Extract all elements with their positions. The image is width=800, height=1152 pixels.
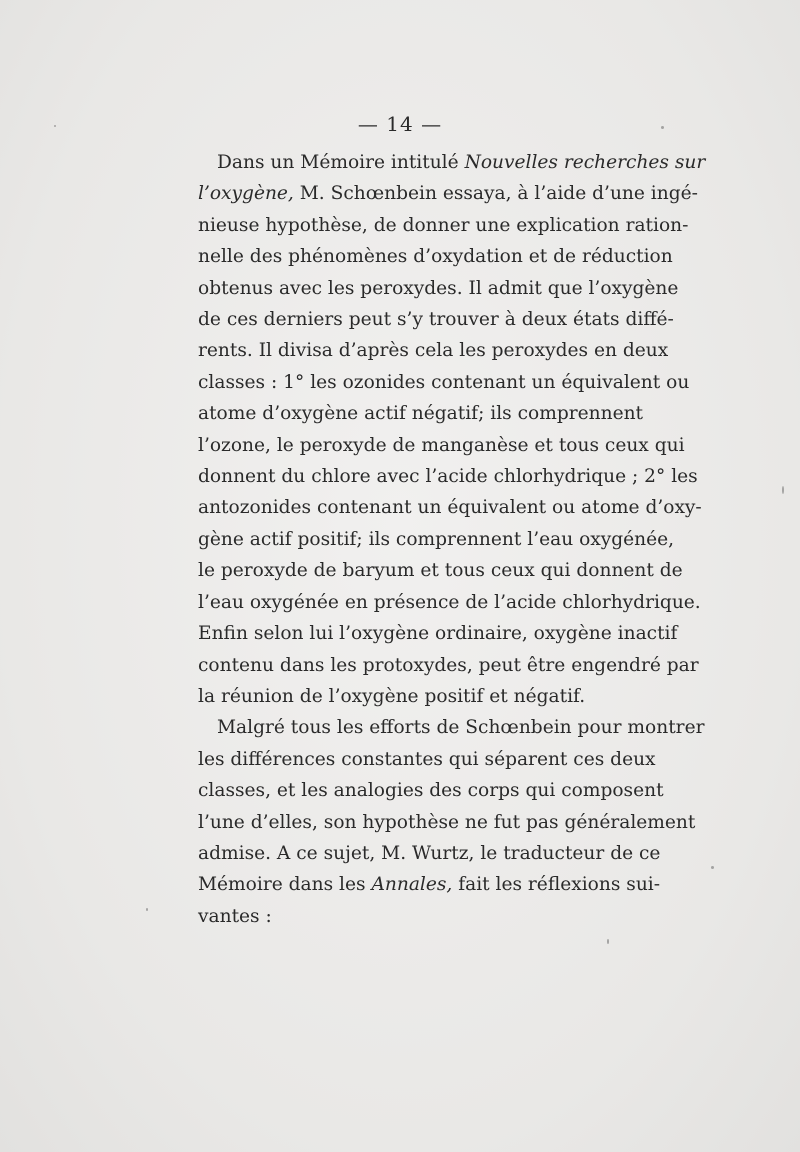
paragraph bbox=[198, 712, 705, 932]
text-line: rents. Il divisa d’après cela les peroxydes en deux bbox=[198, 340, 669, 362]
text-line: nieuse hypothèse, de donner une explication ration- bbox=[198, 214, 689, 236]
text-line: Dans un Mémoire intitulé Nouvelles recherches sur bbox=[217, 152, 706, 173]
text-line: contenu dans les protoxydes, peut être engendré par bbox=[198, 654, 699, 676]
text-line: la réunion de l’oxygène positif et négatif. bbox=[198, 685, 586, 707]
text-line: classes : 1° les ozonides contenant un équivalent ou bbox=[198, 371, 690, 393]
paper-speck bbox=[146, 908, 148, 911]
text-line: vantes : bbox=[198, 905, 272, 927]
text-line: donnent du chlore avec l’acide chlorhydrique ; 2° les bbox=[198, 466, 698, 488]
paper-speck bbox=[661, 126, 664, 129]
paper-speck bbox=[607, 939, 609, 944]
text-line: le peroxyde de baryum et tous ceux qui donnent de bbox=[198, 560, 683, 582]
text-line: classes, et les analogies des corps qui composent bbox=[198, 780, 664, 802]
text-line: l’eau oxygénée en présence de l’acide chlorhydrique. bbox=[198, 591, 701, 613]
paper-speck bbox=[782, 486, 784, 494]
text-line: atome d’oxygène actif négatif; ils comprennent bbox=[198, 403, 644, 425]
body-text bbox=[198, 147, 706, 932]
text-line: Mémoire dans les Annales, fait les réflexions sui- bbox=[198, 874, 661, 896]
text-line: Malgré tous les efforts de Schœnbein pour montrer bbox=[217, 717, 705, 739]
text-line: antozonides contenant un équivalent ou atome d’oxy- bbox=[198, 497, 702, 519]
paper-speck bbox=[711, 866, 714, 869]
text-line: gène actif positif; ils comprennent l’eau oxygénée, bbox=[198, 528, 675, 550]
text-line: obtenus avec les peroxydes. Il admit que l’oxygène bbox=[198, 277, 679, 299]
text-line: l’une d’elles, son hypothèse ne fut pas généralement bbox=[198, 811, 696, 833]
paper-speck bbox=[54, 125, 56, 127]
text-line: de ces derniers peut s’y trouver à deux états diffé- bbox=[198, 309, 674, 331]
text-line: Enfin selon lui l’oxygène ordinaire, oxygène inactif bbox=[198, 623, 678, 645]
text-line: les différences constantes qui séparent ces deux bbox=[198, 748, 656, 770]
text-line: admise. A ce sujet, M. Wurtz, le traducteur de ce bbox=[198, 842, 661, 864]
text-line: l’ozone, le peroxyde de manganèse et tous ceux qui bbox=[198, 434, 685, 456]
text-line: l’oxygène, M. Schœnbein essaya, à l’aide d’une ingé- bbox=[198, 183, 698, 205]
paragraph bbox=[198, 147, 706, 712]
text-line: nelle des phénomènes d’oxydation et de réduction bbox=[198, 246, 673, 268]
page-number: — 14 — bbox=[357, 112, 443, 136]
